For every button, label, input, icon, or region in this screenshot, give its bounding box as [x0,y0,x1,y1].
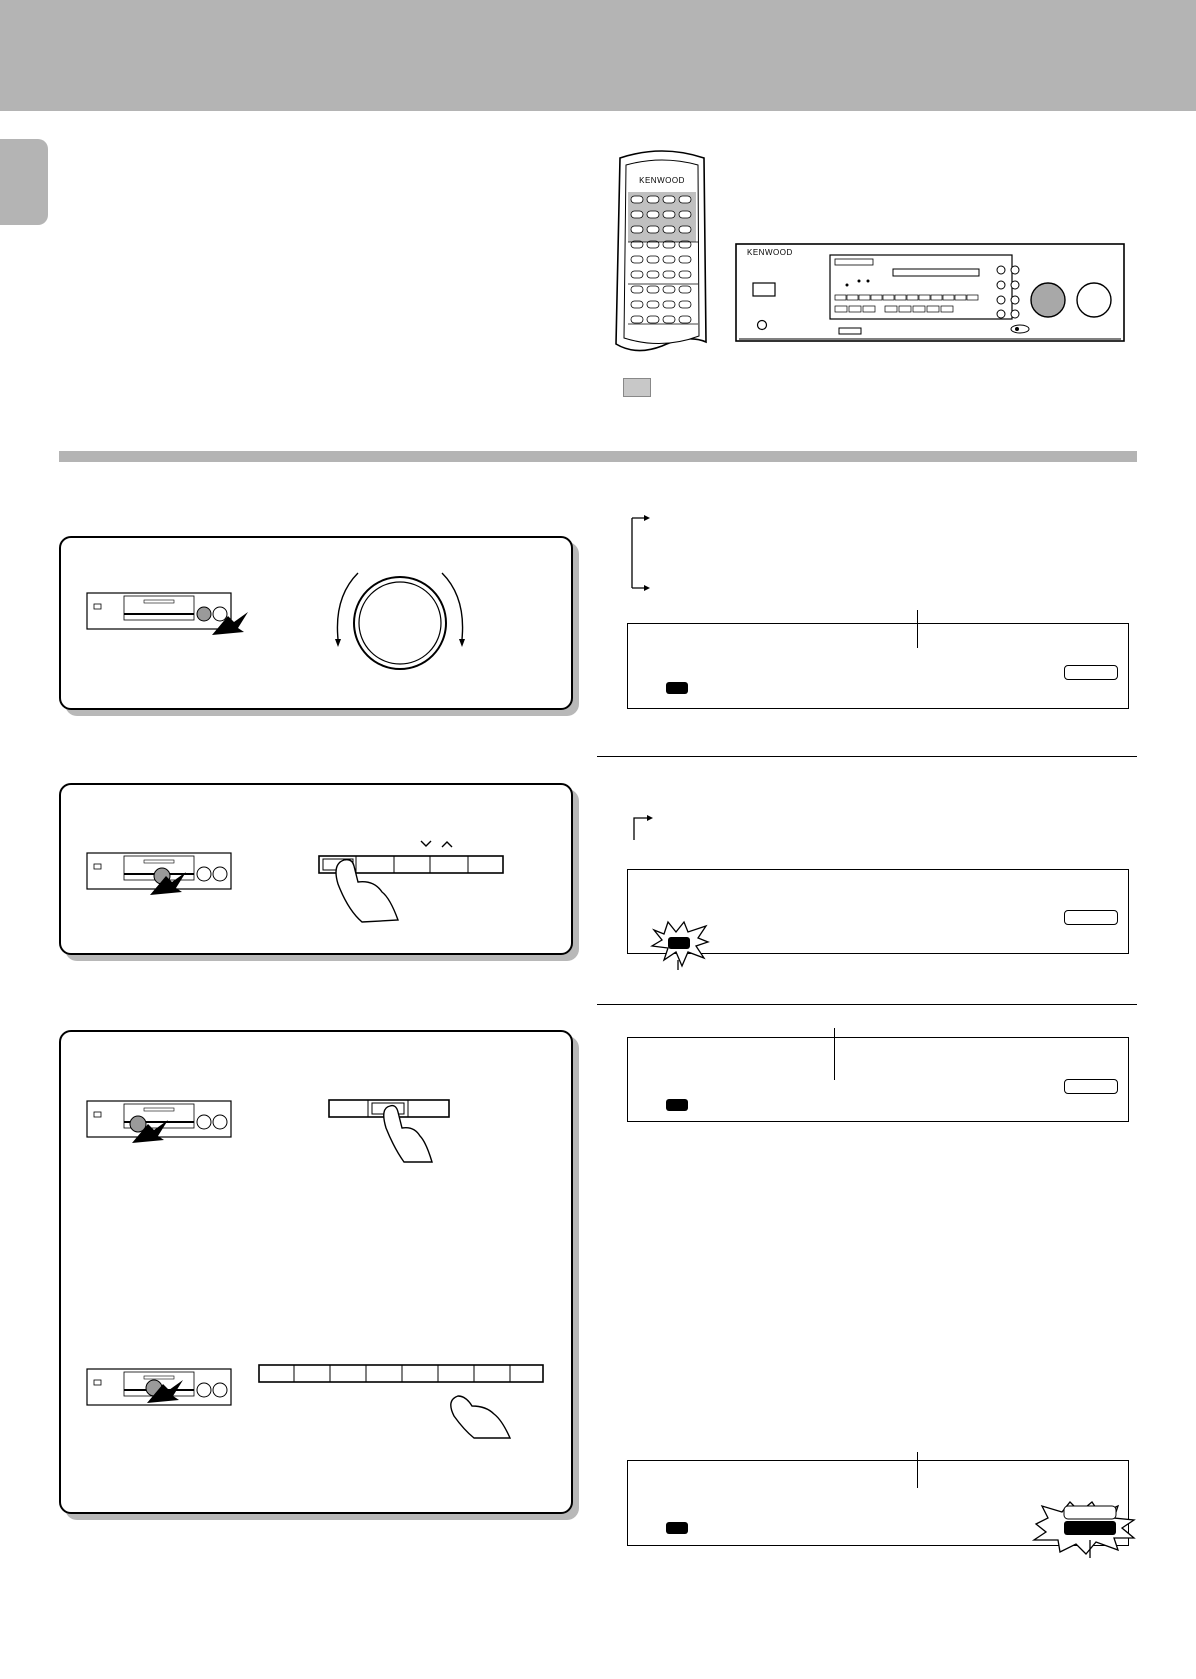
indicator-leader [834,1028,835,1080]
volume-knob-illustration [330,567,470,679]
remote-button [631,226,643,233]
remote-button [647,286,659,293]
receiver-strip-button [871,295,882,300]
remote-button [679,211,691,218]
remote-button [631,316,643,323]
remote-button [679,256,691,263]
divider [597,1004,1137,1005]
remote-button [647,256,659,263]
remote-button [631,211,643,218]
indicator-chip [666,1522,688,1534]
remote-button [679,316,691,323]
remote-button [679,196,691,203]
button-row-three [328,1098,454,1178]
remote-button [663,256,675,263]
receiver-strip-button [847,295,858,300]
receiver-strip-button [883,295,894,300]
receiver-brand-logo: KENWOOD [747,248,793,257]
header-band [0,0,1196,111]
receiver-strip-button [967,295,978,300]
remote-button [679,286,691,293]
receiver-strip-button [927,306,939,312]
remote-button [663,196,675,203]
burst-highlight-icon [650,920,710,970]
indicator-leader [917,610,918,648]
remote-button [631,301,643,308]
divider [597,756,1137,757]
indicator-chip [666,682,688,694]
chevron-up-icon [441,840,453,848]
indicator-chip [666,1099,688,1111]
remote-button [647,226,659,233]
bracket-arrow-icon [622,510,652,592]
receiver-strip-button [943,295,954,300]
receiver-strip-button [941,306,953,312]
burst-highlight-icon [1030,1500,1140,1558]
remote-button [663,211,675,218]
bracket-arrow-icon [627,812,657,842]
button-row-five [318,840,506,930]
remote-button [663,316,675,323]
remote-button [663,226,675,233]
display-panel-3 [627,1037,1129,1122]
remote-button [631,196,643,203]
press-arrow-icon [145,1378,185,1408]
receiver-strip-button [931,295,942,300]
remote-button [679,271,691,278]
indicator-outline [1064,910,1118,925]
press-arrow-icon [210,610,250,640]
remote-brand-logo: KENWOOD [639,176,685,185]
indicator-outline [1064,1079,1118,1094]
remote-button [647,271,659,278]
button-row-eight [258,1362,544,1442]
receiver-strip-button [899,306,911,312]
receiver-strip-button [907,295,918,300]
receiver-strip-button [955,295,966,300]
indicator-leader [917,1452,918,1488]
remote-button [663,286,675,293]
remote-button [679,301,691,308]
receiver-strip-button [859,295,870,300]
remote-button [679,226,691,233]
receiver-strip-button [863,306,875,312]
receiver-strip-button [913,306,925,312]
remote-button [663,271,675,278]
receiver-strip-button [849,306,861,312]
display-panel-1 [627,623,1129,709]
press-arrow-icon [148,870,188,900]
receiver-strip-button [919,295,930,300]
receiver-strip-button [895,295,906,300]
remote-button [647,196,659,203]
receiver-strip-button [835,295,846,300]
remote-control-illustration [610,150,715,360]
section-tab [0,139,48,225]
remote-button [647,316,659,323]
remote-button [647,301,659,308]
receiver-strip-button [885,306,897,312]
remote-button [631,286,643,293]
remote-button [631,256,643,263]
remote-button [663,301,675,308]
receiver-front-panel-illustration [735,243,1125,342]
remote-button [631,271,643,278]
receiver-strip-button [835,306,847,312]
indicator-outline [1064,665,1118,680]
legend-highlight-swatch [623,378,651,397]
section-rule [59,451,1137,462]
remote-button [647,211,659,218]
press-arrow-icon [130,1118,170,1148]
chevron-down-icon [420,840,432,848]
